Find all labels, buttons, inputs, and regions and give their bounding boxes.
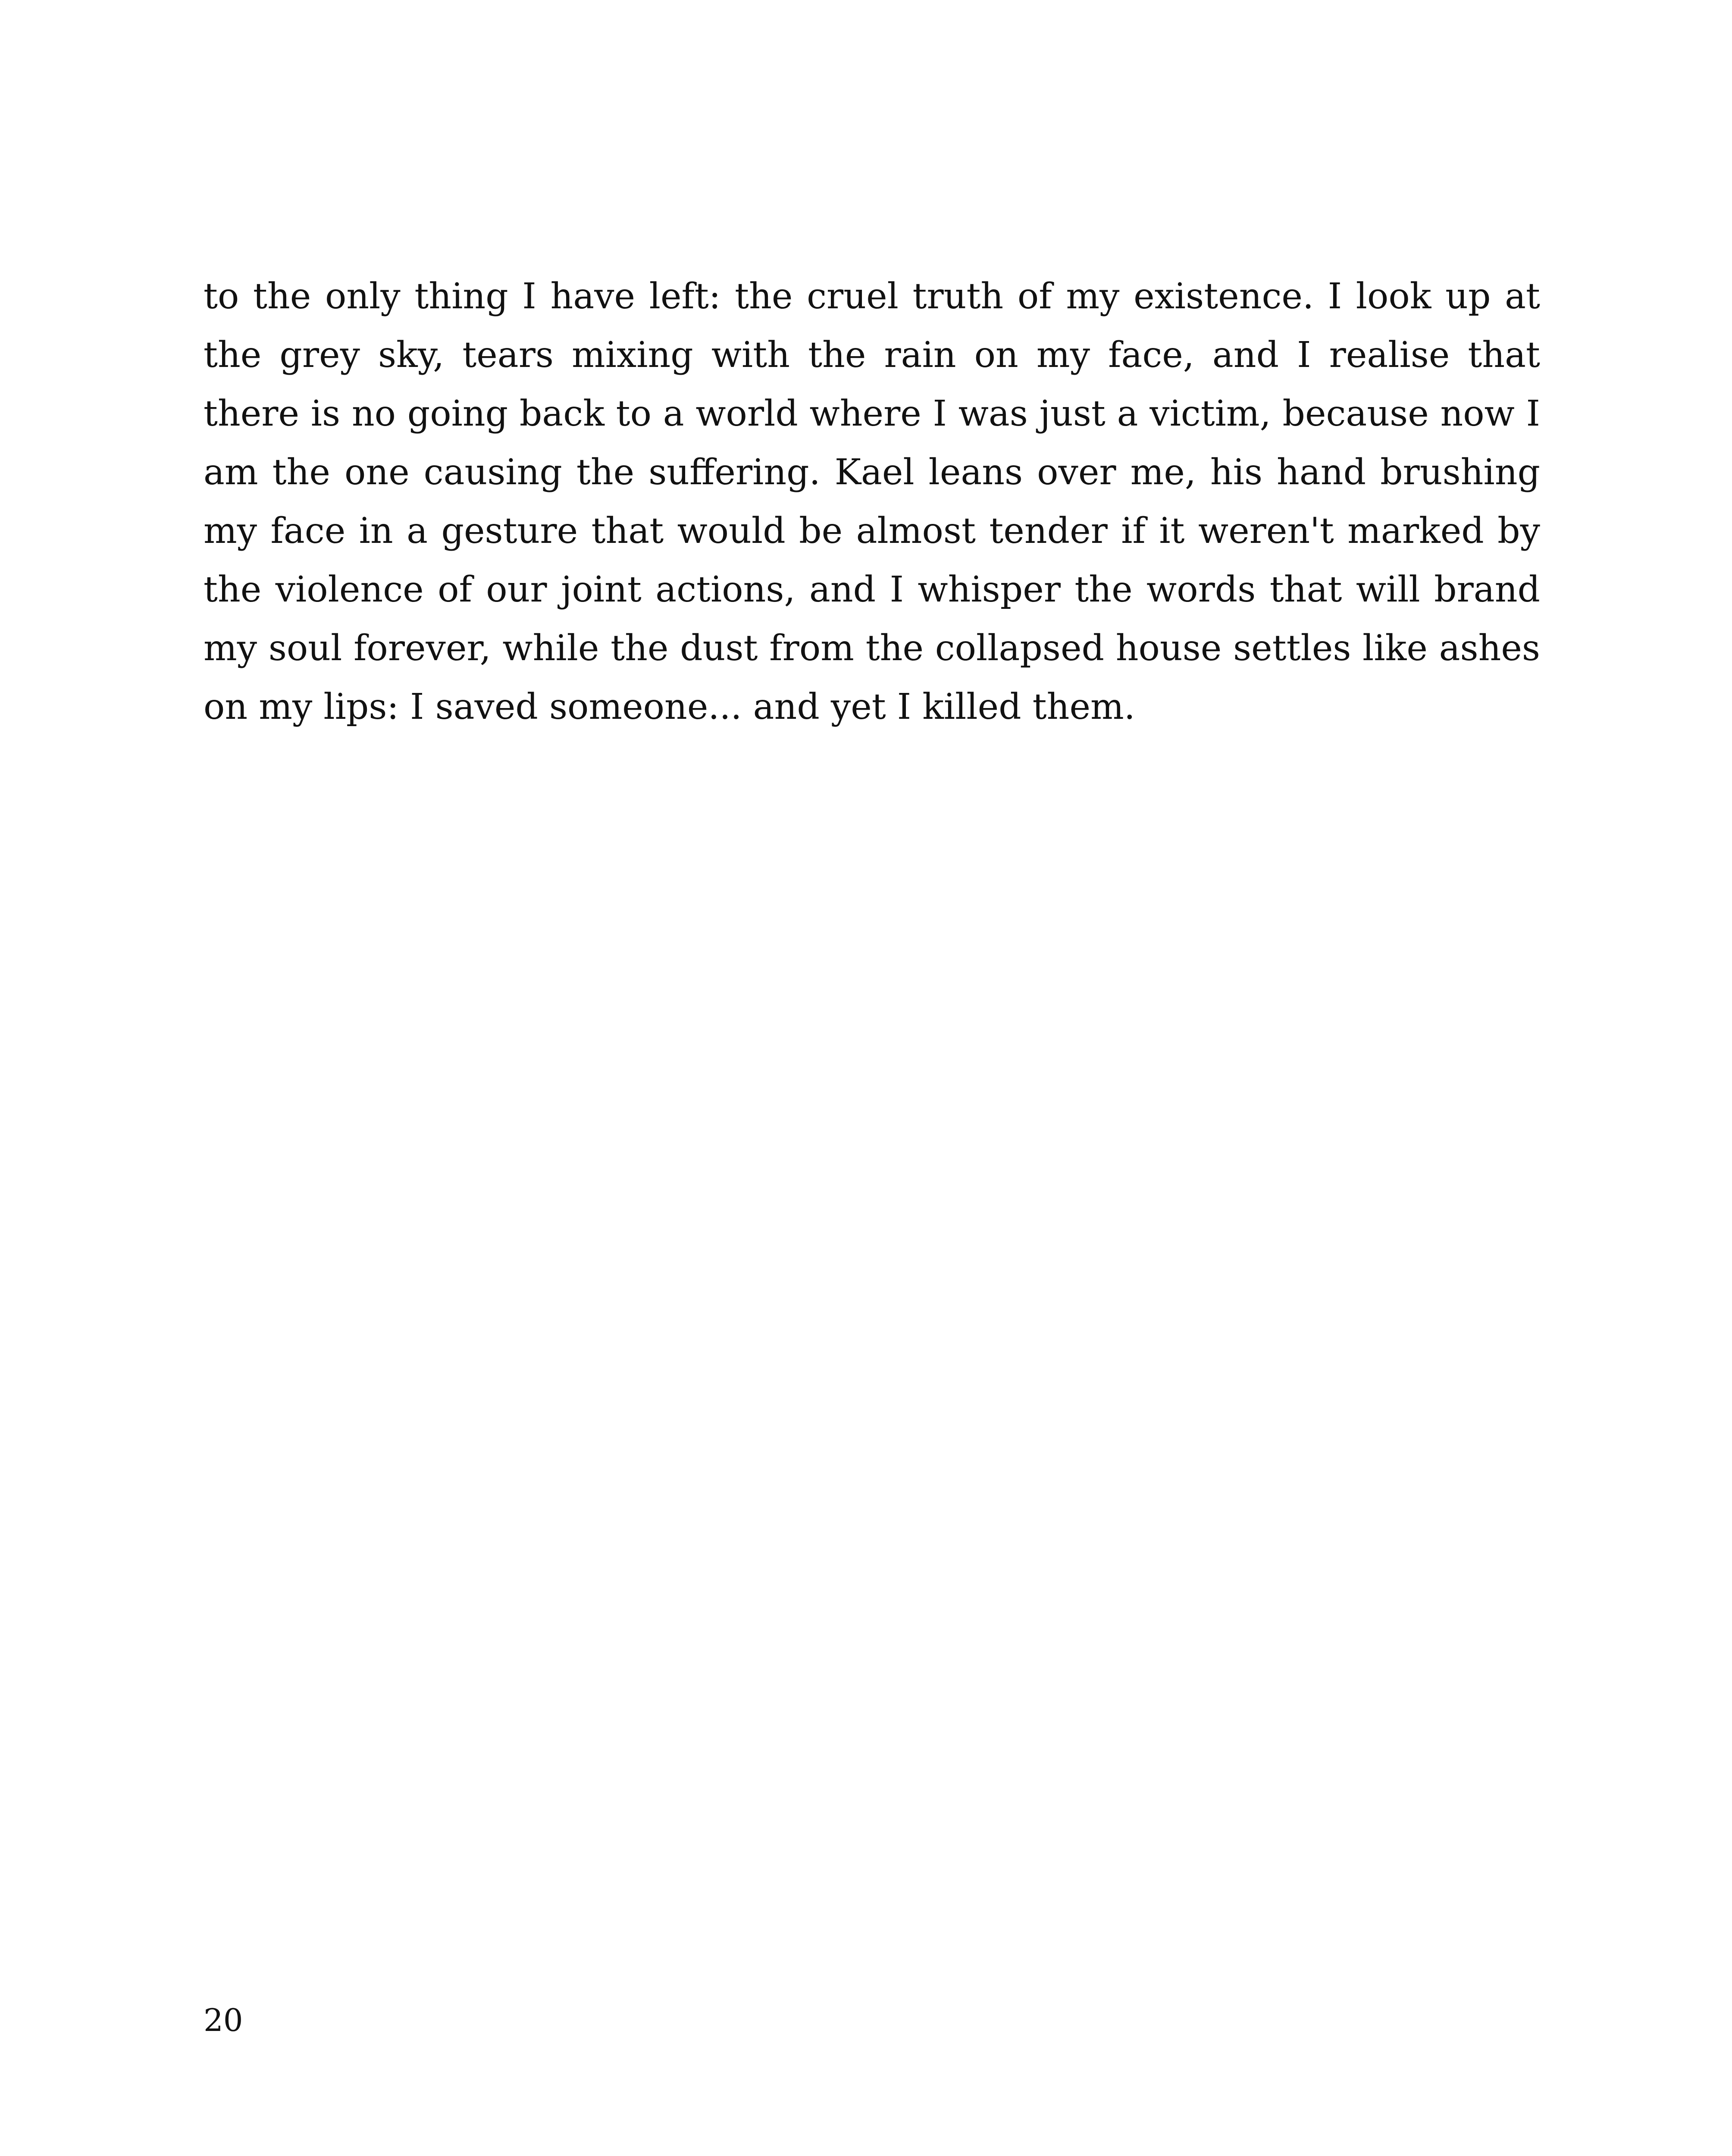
body-paragraph: to the only thing I have left: the cruel truth of my existence. I look up at the grey sky, tears mixing with the rain on my face, and I realise that there is no going back to a world where I was just a victim, because now I am the one causing the suffering. Kael leans over me, his hand brushing my face in a gesture that would be almost tender if it weren't marked by the violence of our joint actions, and I whisper the words that will brand my soul forever, while the dust from the collapsed house settles like ashes on my lips: I saved someone... and yet I killed them. [204, 276, 1540, 727]
page-number: 20 [204, 2002, 243, 2038]
